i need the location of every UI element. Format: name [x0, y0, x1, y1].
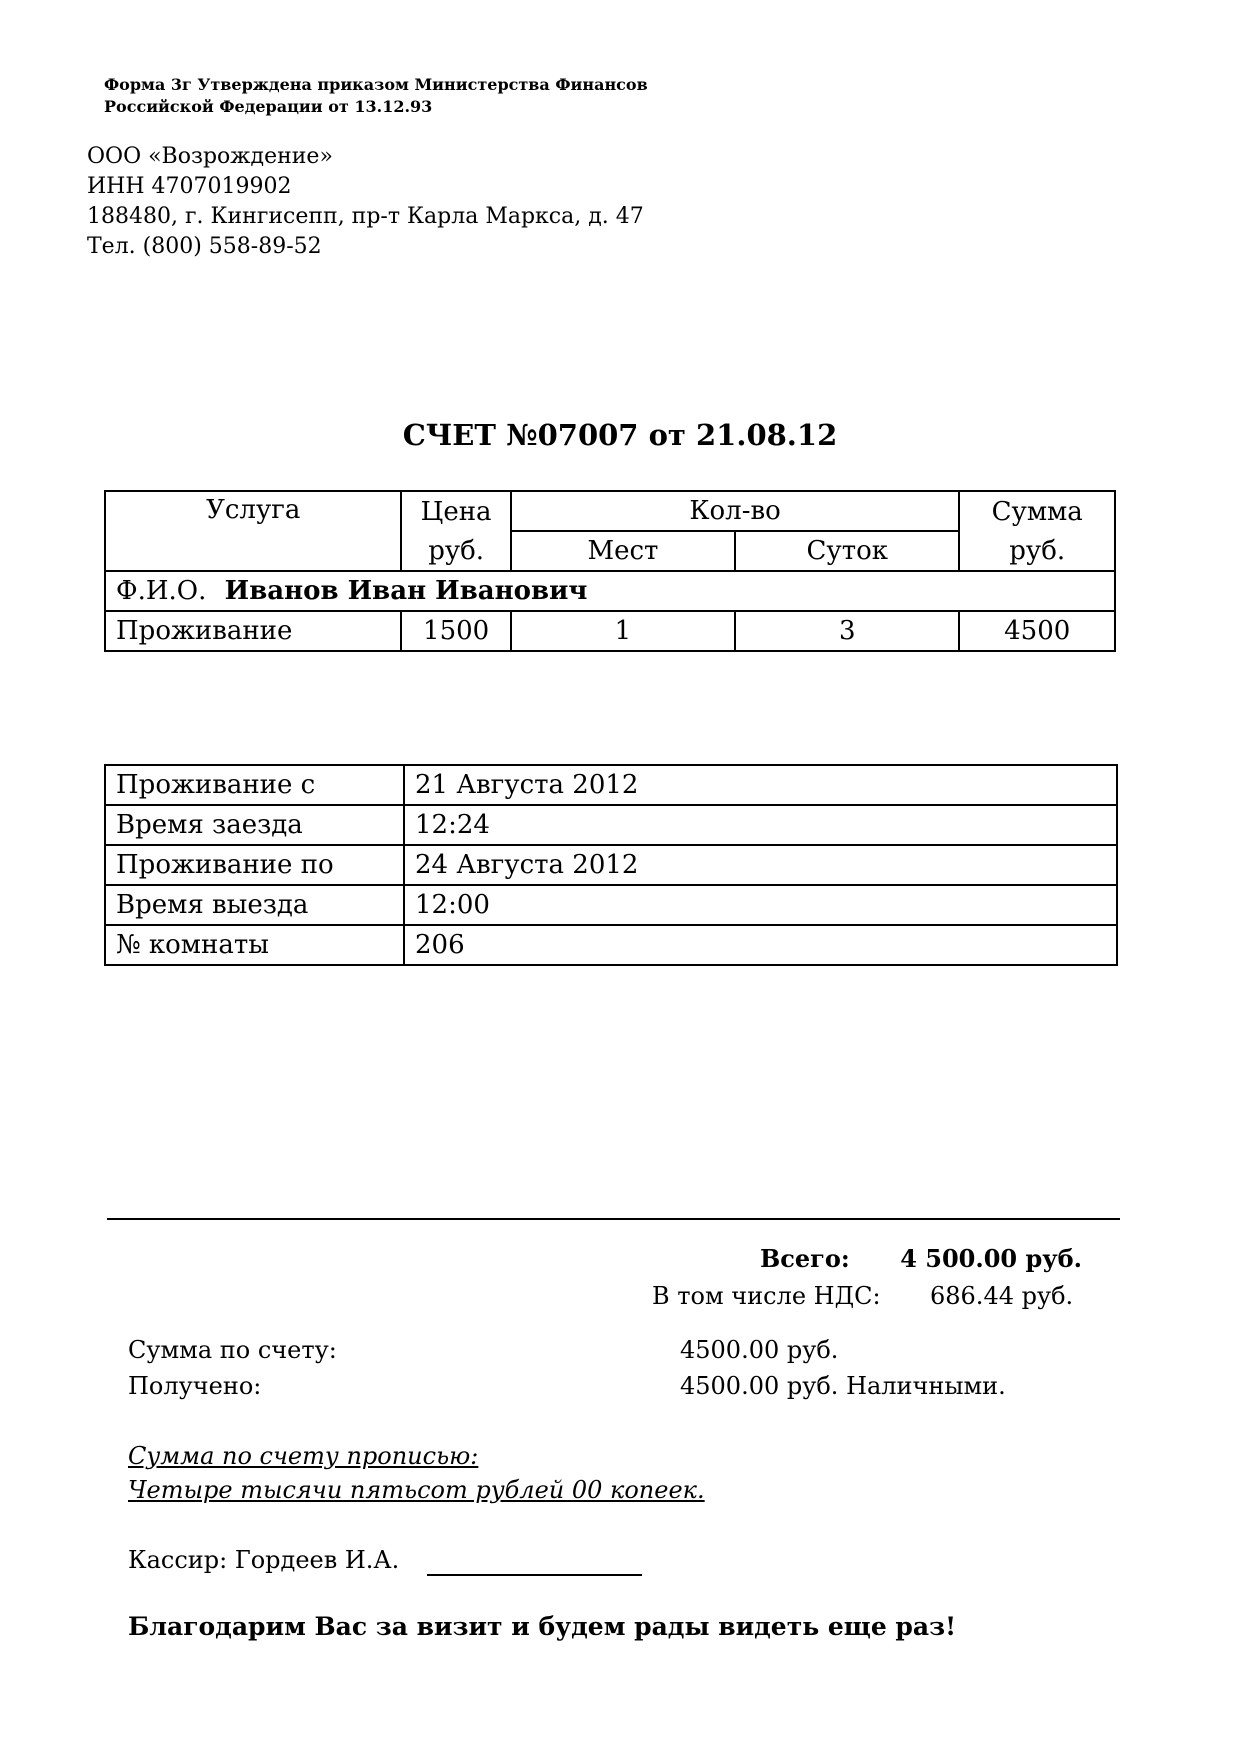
row-days: 3 — [735, 611, 959, 651]
sum-in-words-value: Четыре тысячи пятьсот рублей 00 копеек. — [128, 1476, 705, 1504]
total-value: 4 500.00 руб. — [900, 1244, 1082, 1273]
fio-cell — [105, 571, 1115, 611]
header-price-top: Цена — [401, 491, 510, 531]
detail-label: Время заезда — [105, 805, 404, 845]
fio-label: Ф.И.О. — [116, 576, 207, 606]
header-qty: Кол-во — [511, 491, 960, 531]
divider — [107, 1218, 1120, 1220]
company-block — [87, 142, 644, 262]
detail-label: Время выезда — [105, 885, 404, 925]
detail-value: 24 Августа 2012 — [404, 845, 1117, 885]
detail-label: Проживание с — [105, 765, 404, 805]
vat-value: 686.44 руб. — [930, 1282, 1074, 1310]
form-note-line1: Форма 3г Утверждена приказом Министерства Финансов — [104, 75, 648, 94]
header-row-1 — [105, 491, 1115, 531]
sum-label: Сумма по счету: — [128, 1336, 337, 1364]
detail-value: 21 Августа 2012 — [404, 765, 1117, 805]
company-phone: Тел. (800) 558-89-52 — [87, 234, 322, 259]
table-row — [105, 805, 1117, 845]
company-address: 188480, г. Кингисепп, пр-т Карла Маркса, д. 47 — [87, 204, 644, 229]
row-price: 1500 — [401, 611, 510, 651]
invoice-title: СЧЕТ №07007 от 21.08.12 — [402, 418, 838, 452]
services-table — [104, 490, 1116, 652]
form-note-line2: Российской Федерации от 13.12.93 — [104, 97, 433, 116]
vat-label: В том числе НДС: — [652, 1282, 881, 1310]
company-inn: ИНН 4707019902 — [87, 174, 292, 199]
row-places: 1 — [511, 611, 735, 651]
fio-name: Иванов Иван Иванович — [224, 576, 588, 606]
details-table — [104, 764, 1118, 966]
total-label: Всего: — [760, 1244, 850, 1273]
row-service: Проживание — [105, 611, 401, 651]
detail-label: № комнаты — [105, 925, 404, 965]
total-row — [760, 1244, 1082, 1273]
cashier: Кассир: Гордеев И.А. — [128, 1546, 400, 1574]
row-sum: 4500 — [959, 611, 1115, 651]
table-row — [105, 611, 1115, 651]
sum-in-words-label: Сумма по счету прописью: — [128, 1442, 479, 1470]
detail-label: Проживание по — [105, 845, 404, 885]
header-sum-top: Сумма — [959, 491, 1115, 531]
sum-value: 4500.00 руб. — [680, 1336, 839, 1364]
detail-value: 12:00 — [404, 885, 1117, 925]
received-label: Получено: — [128, 1372, 262, 1400]
table-row — [105, 765, 1117, 805]
thanks-message: Благодарим Вас за визит и будем рады видеть еще раз! — [128, 1612, 957, 1641]
detail-value: 206 — [404, 925, 1117, 965]
header-days: Суток — [735, 531, 959, 571]
table-row — [105, 885, 1117, 925]
form-note — [104, 74, 648, 118]
header-price-bottom: руб. — [401, 531, 510, 571]
company-name: ООО «Возрождение» — [87, 144, 333, 169]
header-places: Мест — [511, 531, 735, 571]
header-sum-bottom: руб. — [959, 531, 1115, 571]
fio-row — [105, 571, 1115, 611]
received-value: 4500.00 руб. Наличными. — [680, 1372, 1006, 1400]
header-service: Услуга — [105, 491, 401, 571]
table-row — [105, 925, 1117, 965]
table-row — [105, 845, 1117, 885]
signature-line — [427, 1574, 642, 1576]
detail-value: 12:24 — [404, 805, 1117, 845]
